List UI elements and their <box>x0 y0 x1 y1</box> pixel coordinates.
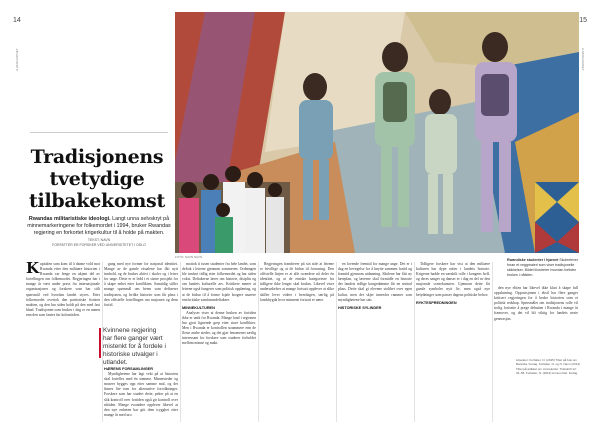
lede <box>26 216 172 238</box>
column-text: gang med nye former for nasjonal identitet. Mange av de gamle ritualene har fått nytt innhold, og de brukes aktivt i skoler og i leirer for unge. Dette er et ledd i et større prosjekt for å skape enhet etter konflikten. Samtidig stiller mange spørsmål om hvem som definerer tradisjonen, og hvilke historier som får plass i den offisielle fortellingen om nasjonen og dens fortid. <box>104 262 178 307</box>
column-divider <box>336 262 337 422</box>
footnotes: Litteratur: Forfatter, N. (2015) Tittel på bok om Rwanda. Forlag. Forfatter, N. og N. Navn (2014) Tittel på artikkel om minnekultur. Tidsskrift 12: 34–56. Forfatter, N. (2013) Annen tittel. Forlag. <box>516 358 581 375</box>
byline <box>26 238 172 248</box>
column-divider <box>492 262 493 422</box>
column-text: mottok ti tusen studenter fra hele landet, som deltok i leirene gjennom sommeren. Ordningen ble innført tidlig etter folkemordet og har siden vokst. Deltakerne lærer om historie, disiplin og om landets kulturelle arv. Kritikere mener at leirene også fungerer som politisk opplæring, og at de bidrar til å forme lojale borgere snarere enn kritiske samfunnsdeltakere. <box>182 262 256 302</box>
running-head-right: A-MAGASINET <box>581 48 585 71</box>
photo-caption <box>507 258 583 278</box>
column-text: den nye eliten har likevel ikke klart å skape full oppslutning. Opposisjonen i eksil har flere ganger kritisert regjeringen for å bruke historien som et politisk redskap. Spørsmålet om tradisjonens rolle vil trolig fortsette å prege debatten i Rwanda i mange år framover, og det vil bli viktig for landets neste generasjon. <box>494 286 578 321</box>
body-column-1 <box>26 262 100 422</box>
pullquote-bar <box>99 328 101 358</box>
byline-name: TEKST: NAVN <box>87 238 111 242</box>
mural-illustration <box>175 12 579 253</box>
body-column-2b <box>104 364 178 422</box>
column-text: Myndighetene har lagt vekt på at historien skal fortelles med én stemme. Minnesteder og museer bygges opp etter samme mal, og det finnes lite rom for alternative fortolkninger. Forskere som har studert dette, peker på at en slik kontroll over fortiden også gir kontroll over nåtiden. Mange rwandere opplever likevel at den nye enheten har gitt dem trygghet etter mange år med uro. <box>104 372 178 417</box>
subheading: HISTORISKE SYLINDER <box>338 305 382 310</box>
body-column-6 <box>416 262 490 422</box>
photo-credit: FOTO: NAVN NAVN <box>175 255 203 259</box>
page-number-left: 14 <box>13 17 21 24</box>
column-divider <box>180 262 181 422</box>
page-number-right: 15 <box>579 17 587 24</box>
drop-cap: K <box>26 262 40 277</box>
subheading: RYKTESPREDNINGEN <box>416 300 457 305</box>
lede-bold: Rwandas militaristiske ideologi. <box>28 216 111 222</box>
body-column-3 <box>182 262 256 422</box>
column-text: Regjeringen framhever på sin side at leirene er frivillige og at de bidrar til forsoning. Den offisielle linjen er at alle rwandere nå deler én identitet, og at de etniske kategoriene fra tidligere ikke lenger skal brukes. Likevel viser undersøkelser at mange fortsatt opplever at slike skiller lever videre i hverdagen, særlig på landsbygda hvor minnene fortsatt er nære. <box>260 262 334 302</box>
running-head-left: A-MAGASINET <box>15 48 19 71</box>
body-column-2 <box>104 262 178 324</box>
byline-role: FORFATTER ER FORSKER VED UNIVERSITETET I OSLO <box>52 243 146 247</box>
subheading: HÆRENS FORSAMLINGER <box>104 367 153 371</box>
column-text: Tidligere forskere har vist at den militære kulturen har dype røtter i landets historie. Krigerne hadde en særskilt rolle i kongens hoff, og deres sanger og danser er i dag en del av den nasjonale scenekunsten. Gjennom dette får gamle symboler nytt liv, men også nye betydninger som passer dagens politiske behov. <box>416 262 490 297</box>
column-text: en lovende fremtid for mange unge. Det er i dag en bevegelse for å knytte sammen fortid og framtid gjennom utdanning. Skolene har fått ny læreplan, og lærerne skal formidle en historie der landets tidlige kongedømme får en sentral plass. Dette skal gi elevene stolthet over egen kultur, men det skjer innenfor rammer som myndighetene har satt. <box>338 262 412 302</box>
pullquote: Kvinnene regjering har flere ganger vært mistenkt for å fordele i historiske utvalger i utlandet. <box>103 327 166 366</box>
subheading: MINNEKULTUREN <box>182 305 215 310</box>
caption-bold: Rwandiske studenter i hjørnet <box>507 258 559 262</box>
headline: Tradisjonens tvetydige tilbakekomst <box>29 146 165 212</box>
caption-text: Skoleelever foran et veggmaleri som viser tradisjonelle skikkelser. Bildet illustrerer hvordan fortiden brukes i nåtiden. <box>507 258 579 277</box>
body-column-5 <box>338 262 412 422</box>
column-divider <box>258 262 259 422</box>
body-column-7 <box>494 286 578 356</box>
column-text: apitalen som kom til å danne vold mot Rwanda etter den militære historien i Rwanda var lenge en ukjent del av fortellingen om folkemordet. Regjeringen har i mange år vært under press fra internasjonale organisasjoner og forskere som har stilt spørsmål ved hvordan landet styres. Etter folkemordet overtok den patriotiske fronten makten, og den har siden holdt på den med fast hånd. Tradisjonen som brukes i dag er en annen enn den som fantes før kolonitiden. <box>26 262 100 317</box>
headline-rule <box>30 132 168 133</box>
body-column-4 <box>260 262 334 422</box>
column-divider <box>414 262 415 422</box>
column-text: Analyser viser at denne bruken av fortiden ikke er unik for Rwanda. Mange land i regionen har gjort lignende grep etter store konflikter. Men i Rwanda er kontrollen strammere enn de fleste andre steder, og det gjør fenomenet særlig interessant for forskere som studerer forholdet mellom minne og makt. <box>182 310 256 346</box>
lead-photo <box>175 12 579 253</box>
lede-text: Langt unna selvskryt på minnemarkeringene for folkemordet i 1994, bruker Rwandas regjering en forkortet krigerkultur til å holde på makten. <box>27 216 171 237</box>
